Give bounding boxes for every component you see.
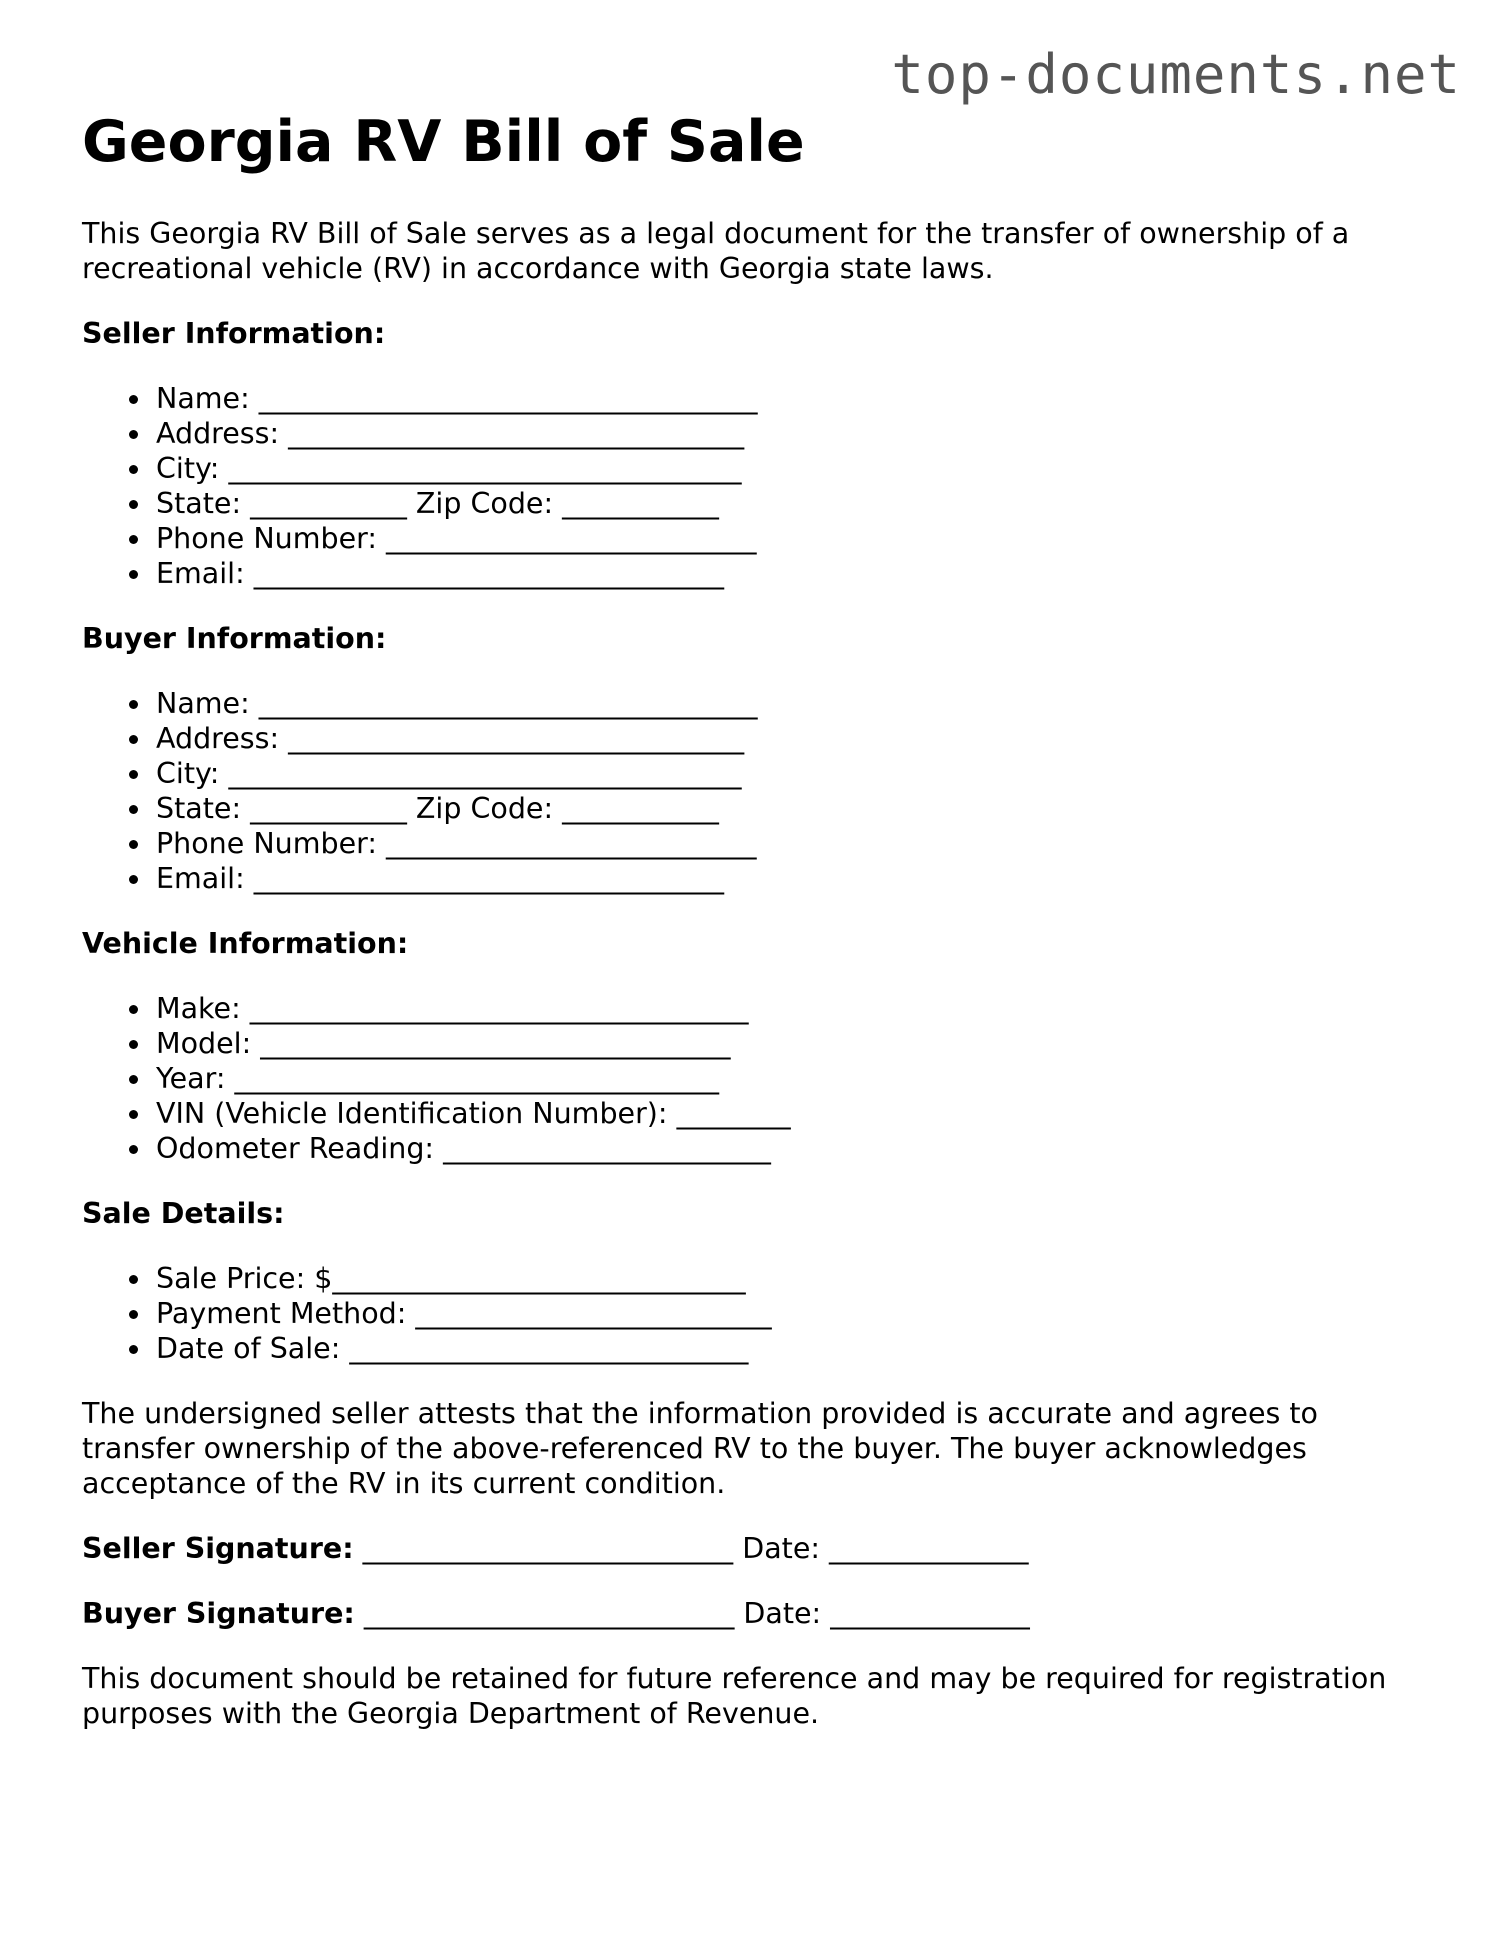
buyer-section-heading: Buyer Information:: [82, 622, 387, 655]
seller-signature-line[interactable]: [82, 1531, 1432, 1566]
buyer-state-zip-field[interactable]: State: ___________ Zip Code: ___________: [156, 791, 1432, 826]
attestation-paragraph: The undersigned seller attests that the information provided is accurate and agrees to transfer ownership of the above-referenced RV to the buyer. The buyer acknowledges acceptance of the RV in its current condition.: [82, 1397, 1318, 1500]
buyer-phone-field[interactable]: Phone Number: __________________________: [156, 826, 1432, 861]
buyer-field-list: [82, 686, 1432, 896]
seller-phone-field[interactable]: Phone Number: __________________________: [156, 521, 1432, 556]
buyer-signature-label: Buyer Signature:: [82, 1597, 355, 1630]
vehicle-section-heading: Vehicle Information:: [82, 927, 409, 960]
seller-section-heading: Seller Information:: [82, 317, 386, 350]
vehicle-field-list: [82, 991, 1432, 1166]
retention-note: This document should be retained for future reference and may be required for registration purposes with the Georgia Department of Revenue.: [82, 1662, 1387, 1730]
seller-signature-blanks[interactable]: __________________________ Date: ______________: [353, 1532, 1029, 1565]
watermark-text: top-documents.net: [891, 43, 1461, 106]
seller-state-zip-field[interactable]: State: ___________ Zip Code: ___________: [156, 486, 1432, 521]
buyer-signature-blanks[interactable]: __________________________ Date: ______________: [354, 1597, 1030, 1630]
buyer-signature-line[interactable]: [82, 1596, 1432, 1631]
seller-email-field[interactable]: Email: _________________________________: [156, 556, 1432, 591]
sale-price-field[interactable]: Sale Price: $_____________________________: [156, 1261, 1432, 1296]
seller-address-field[interactable]: Address: ________________________________: [156, 416, 1432, 451]
buyer-email-field[interactable]: Email: _________________________________: [156, 861, 1432, 896]
seller-signature-label: Seller Signature:: [82, 1532, 354, 1565]
sale-field-list: [82, 1261, 1432, 1366]
date-of-sale-field[interactable]: Date of Sale: ____________________________: [156, 1331, 1432, 1366]
buyer-address-field[interactable]: Address: ________________________________: [156, 721, 1432, 756]
sale-section-heading: Sale Details:: [82, 1197, 285, 1230]
vehicle-odometer-field[interactable]: Odometer Reading: _______________________: [156, 1131, 1432, 1166]
vehicle-make-field[interactable]: Make: ___________________________________: [156, 991, 1432, 1026]
document-page: [82, 108, 1432, 1731]
vehicle-year-field[interactable]: Year: __________________________________: [156, 1061, 1432, 1096]
seller-name-field[interactable]: Name: ___________________________________: [156, 381, 1432, 416]
document-title: Georgia RV Bill of Sale: [82, 109, 805, 175]
buyer-city-field[interactable]: City: ____________________________________: [156, 756, 1432, 791]
seller-field-list: [82, 381, 1432, 591]
vehicle-model-field[interactable]: Model: _________________________________: [156, 1026, 1432, 1061]
seller-city-field[interactable]: City: ____________________________________: [156, 451, 1432, 486]
vehicle-vin-field[interactable]: VIN (Vehicle Identification Number): ________: [156, 1096, 1432, 1131]
payment-method-field[interactable]: Payment Method: _________________________: [156, 1296, 1432, 1331]
intro-paragraph: This Georgia RV Bill of Sale serves as a legal document for the transfer of ownership of a recreational vehicle (RV) in accordance with Georgia state laws.: [82, 217, 1350, 285]
buyer-name-field[interactable]: Name: ___________________________________: [156, 686, 1432, 721]
